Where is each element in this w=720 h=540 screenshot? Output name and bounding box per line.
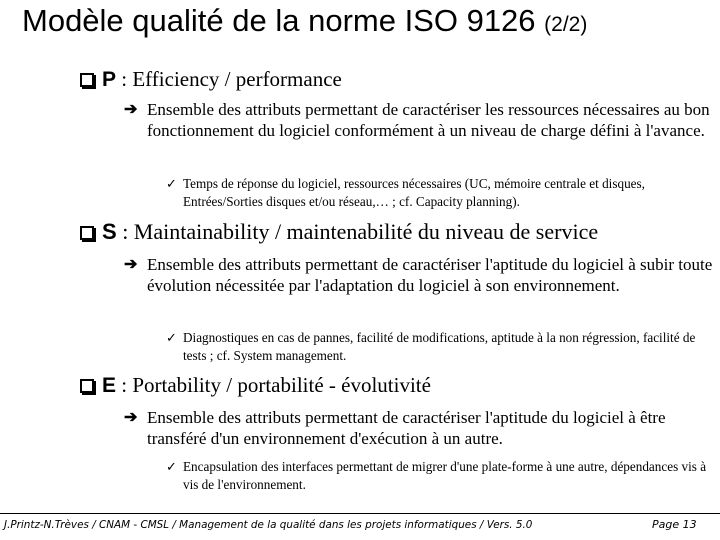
slide-title — [22, 2, 587, 44]
slide-title-part: (2/2) — [544, 13, 588, 36]
footer-credit: J.Printz-N.Trèves / CNAM - CMSL / Management de la qualité dans les projets informatiques / Vers. 5.0 — [4, 519, 533, 531]
check-mark-icon: ✓ — [166, 176, 177, 191]
check-mark-icon: ✓ — [166, 330, 177, 345]
section-note: Encapsulation des interfaces permettant de migrer d'une plate-forme à une autre, dépendances vis à vis de l'environnement. — [183, 459, 707, 492]
section-note: Temps de réponse du logiciel, ressources nécessaires (UC, mémoire centrale et disques, Entrées/Sorties disques et/ou réseau,… ; cf. Capacity planning). — [183, 176, 645, 209]
footer-divider — [0, 513, 720, 514]
checkbox-square-icon — [80, 226, 94, 240]
check-mark-icon: ✓ — [166, 459, 177, 474]
section-letter: P — [102, 68, 117, 91]
page-number: Page 13 — [652, 518, 697, 531]
section-heading-p — [80, 66, 342, 93]
section-heading-text: : Maintainability / maintenabilité du niveau de service — [122, 219, 599, 244]
section-note: Diagnostiques en cas de pannes, facilité de modifications, aptitude à la non régression, facilité de tests ; cf. System management. — [183, 330, 696, 363]
slide-title-text: Modèle qualité de la norme ISO 9126 — [22, 3, 536, 38]
arrow-bullet-icon: ➔ — [124, 409, 138, 426]
section-description: Ensemble des attributs permettant de caractériser les ressources nécessaires au bon fonctionnement du logiciel conformément à un niveau de charge défini à l'avance. — [147, 100, 710, 140]
section-heading-e — [80, 372, 431, 399]
arrow-bullet-icon: ➔ — [124, 101, 138, 118]
section-description: Ensemble des attributs permettant de caractériser l'aptitude du logiciel à subir toute évolution nécessitée par l'adaptation du logiciel à son environnement. — [147, 255, 713, 295]
checkbox-square-icon — [80, 379, 94, 393]
section-heading-text: : Portability / portabilité - évolutivité — [121, 373, 431, 397]
checkbox-square-icon — [80, 73, 94, 87]
section-description: Ensemble des attributs permettant de caractériser l'aptitude du logiciel à être transféré d'un environnement d'exécution à un autre. — [147, 408, 666, 448]
section-heading-text: : Efficiency / performance — [121, 67, 342, 91]
section-letter: S — [102, 219, 117, 244]
arrow-bullet-icon: ➔ — [124, 256, 138, 273]
section-heading-s — [80, 218, 598, 246]
section-letter: E — [102, 374, 117, 397]
